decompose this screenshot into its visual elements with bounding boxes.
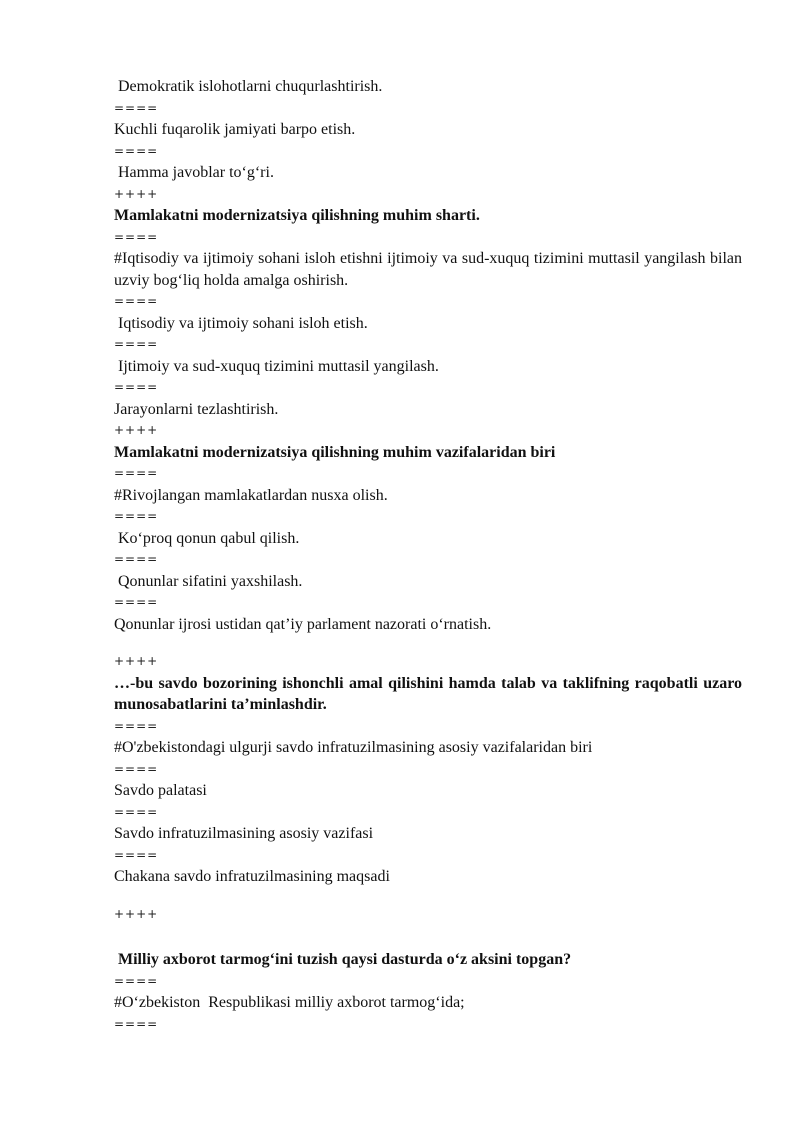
correct-answer-option: #Rivojlangan mamlakatlardan nusxa olish.: [114, 486, 388, 504]
option-separator: ====: [114, 595, 159, 609]
option-separator: ====: [114, 761, 159, 776]
option-separator: ====: [114, 229, 159, 244]
question-separator: ++++: [114, 654, 159, 668]
option-separator: ====: [114, 804, 159, 819]
question-text: Mamlakatni modernizatsiya qilishning muhim vazifalaridan biri: [114, 443, 556, 461]
question-separator: ++++: [114, 423, 159, 437]
option-separator: ====: [114, 294, 159, 308]
answer-option: Jarayonlarni tezlashtirish.: [114, 400, 279, 418]
option-separator: ====: [114, 552, 159, 566]
correct-answer-option: #O‘zbekiston Respublikasi milliy axborot tarmog‘ida;: [114, 994, 465, 1011]
option-separator: ====: [114, 509, 159, 523]
option-separator: ====: [114, 973, 159, 988]
blank-line: [114, 635, 742, 651]
question-separator: ++++: [114, 186, 159, 201]
answer-option: Ijtimoiy va sud-xuquq tizimini muttasil yangilash.: [114, 357, 439, 375]
answer-option: Hamma javoblar to‘g‘ri.: [114, 164, 274, 181]
option-separator: ====: [114, 380, 159, 394]
correct-answer-option: #Iqtisodiy va ijtimoiy sohani isloh etishni ijtimoiy va sud-xuquq tizimini muttasil yangilash bilan uzviy bog‘liq holda amalga oshirish.: [114, 250, 746, 289]
option-separator: ====: [114, 847, 159, 862]
blank-line: [114, 888, 742, 904]
answer-option: Ko‘proq qonun qabul qilish.: [114, 529, 300, 547]
question-text: Mamlakatni modernizatsiya qilishning muhim sharti.: [114, 207, 480, 224]
answer-option: Qonunlar ijrosi ustidan qat’iy parlament nazorati o‘rnatish.: [114, 615, 492, 633]
answer-option: Savdo infratuzilmasining asosiy vazifasi: [114, 825, 374, 842]
option-separator: ====: [114, 466, 159, 480]
answer-option: Kuchli fuqarolik jamiyati barpo etish.: [114, 121, 356, 138]
option-separator: ====: [114, 1016, 159, 1031]
blank-line: [114, 925, 742, 949]
answer-option: Demokratik islohotlarni chuqurlashtirish.: [114, 78, 383, 95]
option-separator: ====: [114, 337, 159, 351]
correct-answer-option: #O'zbekistondagi ulgurji savdo infratuzilmasining asosiy vazifalaridan biri: [114, 739, 593, 756]
question-text: Milliy axborot tarmog‘ini tuzish qaysi dasturda o‘z aksini topgan?: [114, 951, 572, 968]
document-body: [114, 76, 746, 1035]
option-separator: ====: [114, 718, 159, 733]
answer-option: Qonunlar sifatini yaxshilash.: [114, 572, 303, 590]
question-separator: ++++: [114, 906, 159, 921]
option-separator: ====: [114, 100, 159, 115]
answer-option: Savdo palatasi: [114, 782, 207, 799]
answer-option: Iqtisodiy va ijtimoiy sohani isloh etish.: [114, 314, 368, 332]
option-separator: ====: [114, 143, 159, 158]
question-text: …-bu savdo bozorining ishonchli amal qilishini hamda talab va taklifning raqobatli uzaro munosabatlarini ta’minlashdir.: [114, 674, 746, 713]
answer-option: Chakana savdo infratuzilmasining maqsadi: [114, 868, 390, 885]
